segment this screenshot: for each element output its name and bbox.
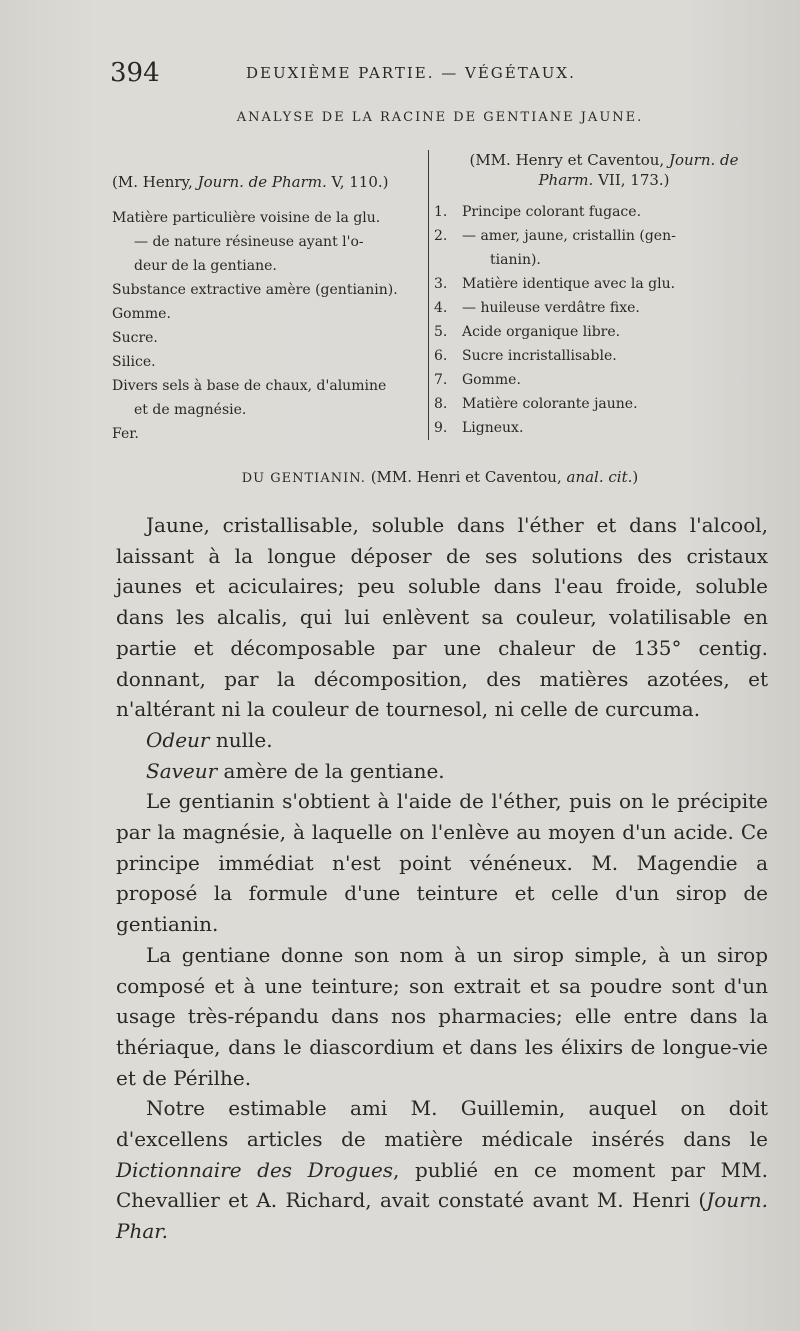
- right-row: 5. Acide organique libre.: [434, 324, 621, 340]
- paragraph-odeur: Odeur nulle.: [146, 727, 273, 752]
- body-text: [116, 510, 768, 1247]
- page-header: [110, 58, 770, 88]
- left-row: Matière particulière voisine de la glu.: [112, 210, 381, 226]
- analysis-left-column: [112, 170, 424, 446]
- right-row: 6. Sucre incristallisable.: [434, 348, 617, 364]
- right-row: 7. Gomme.: [434, 372, 521, 388]
- left-row: Substance extractive amère (gentianin).: [112, 282, 398, 298]
- paragraph: Le gentianin s'obtient à l'aide de l'éther, puis on le précipite par la magnésie, à laquelle on l'enlève au moyen d'un acide. Ce principe immédiat n'est point vénéneux. M. Magendie a proposé la formule d'une teinture et celle d'un sirop de gentianin.: [116, 789, 768, 937]
- table-title: ANALYSE DE LA RACINE DE GENTIANE JAUNE.: [236, 110, 644, 125]
- paragraph: Jaune, cristallisable, soluble dans l'éther et dans l'alcool, laissant à la longue déposer de ses solutions des cristaux jaunes et aciculaires; peu soluble dans l'eau froide, soluble dans les alcalis, qui lui enlèvent sa couleur, volatilisable en partie et décomposable par une chaleur de 135° centig. donnant, par la décomposition, des matières azotées, et n'altérant ni la couleur de tournesol, ni celle de curcuma.: [116, 513, 768, 722]
- right-row: tianin).: [490, 252, 541, 268]
- left-row: Gomme.: [112, 306, 171, 322]
- left-row: deur de la gentiane.: [134, 258, 277, 274]
- left-row: et de magnésie.: [134, 402, 247, 418]
- right-source: (MM. Henry et Caventou, Journ. de Pharm. VII, 173.): [469, 151, 739, 189]
- left-row: Sucre.: [112, 330, 158, 346]
- right-row: 9. Ligneux.: [434, 420, 524, 436]
- left-row: Divers sels à base de chaux, d'alumine: [112, 378, 387, 394]
- right-row: 8. Matière colorante jaune.: [434, 396, 638, 412]
- analysis-right-column: [434, 150, 774, 440]
- paragraph: La gentiane donne son nom à un sirop simple, à un sirop composé et à une teinture; son extrait et sa poudre sont d'un usage très-répandu dans nos pharmacies; elle entre dans la thériaque, dans le diascordium et dans les élixirs de longue-vie et de Périlhe.: [116, 942, 768, 1090]
- left-source: (M. Henry, Journ. de Pharm. V, 110.): [112, 173, 389, 191]
- left-row: Fer.: [112, 426, 139, 442]
- paragraph-saveur: Saveur amère de la gentiane.: [146, 758, 445, 783]
- right-row: 3. Matière identique avec la glu.: [434, 276, 676, 292]
- right-row: 4. — huileuse verdâtre fixe.: [434, 300, 640, 316]
- right-row: 2. — amer, jaune, cristallin (gen-: [434, 228, 676, 244]
- section-heading: DU GENTIANIN. (MM. Henri et Caventou, anal. cit.): [241, 468, 639, 486]
- column-divider: [428, 150, 429, 440]
- right-row: 1. Principe colorant fugace.: [434, 204, 642, 220]
- running-head: DEUXIÈME PARTIE. — VÉGÉTAUX.: [246, 64, 576, 82]
- left-row: Silice.: [112, 354, 156, 370]
- paragraph: Notre estimable ami M. Guillemin, auquel on doit d'excellens articles de matière médicale insérés dans le Dictionnaire des Drogues, publié en ce moment par MM. Chevallier et A. Richard, avait constaté avant M. Henri (Journ. Phar.: [116, 1096, 768, 1244]
- left-row: — de nature résineuse ayant l'o-: [134, 234, 364, 250]
- page-number: 394: [110, 58, 160, 88]
